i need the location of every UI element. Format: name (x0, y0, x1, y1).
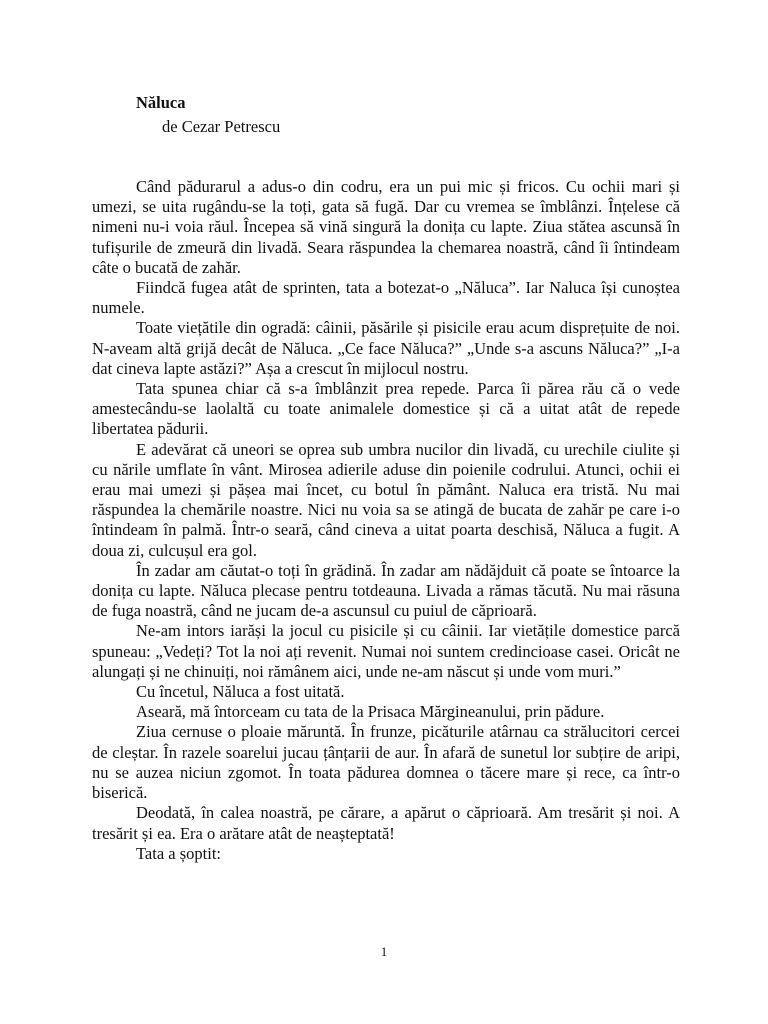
paragraph: Fiindcă fugea atât de sprinten, tata a botezat-o „Năluca”. Iar Naluca își cunoștea numele. (92, 278, 680, 318)
story-body (92, 177, 680, 864)
story-author: de Cezar Petrescu (162, 117, 281, 136)
paragraph: Cu încetul, Năluca a fost uitată. (136, 682, 345, 702)
story-title: Năluca (136, 93, 186, 112)
paragraph: Tata a șoptit: (136, 843, 221, 863)
paragraph: E adevărat că uneori se oprea sub umbra nucilor din livadă, cu urechile ciulite și cu nările umflate în vânt. Mirosea adierile aduse din poienile codrului. Atunci, ochii ei erau mai umezi și pășea mai încet, cu botul în pământ. Naluca era tristă. Nu mai răspundea la chemările noastre. Nici nu voia sa se atingă de bucata de zahăr pe care i-o întindeam în palmă. Într-o seară, când cineva a uitat poarta deschisă, Năluca a fugit. A doua zi, culcușul era gol. (92, 439, 680, 560)
paragraph: În zadar am căutat-o toți în grădină. În zadar am nădăjduit că poate se întoarce la donița cu lapte. Năluca plecase pentru totdeauna. Livada a rămas tăcută. Nu mai răsuna de fuga noastră, când ne jucam de-a ascunsul cu puiul de căprioară. (92, 560, 680, 621)
paragraph: Tata spunea chiar că s-a îmblânzit prea repede. Parca îi părea rău că o vede amestecându-se laolaltă cu toate animalele domestice și că a uitat atât de repede libertatea pădurii. (92, 379, 680, 439)
paragraph: Aseară, mă întorceam cu tata de la Prisaca Mărgineanului, prin pădure. (136, 702, 605, 722)
paragraph: Deodată, în calea noastră, pe cărare, a apărut o căprioară. Am tresărit și noi. A tresărit și ea. Era o arătare atât de neașteptată! (92, 803, 680, 843)
paragraph: Ziua cernuse o ploaie măruntă. În frunze, picăturile atârnau ca strălucitori cercei de cleștar. În razele soarelui jucau țânțarii de aur. În afară de sunetul lor subțire de aripi, nu se auzea niciun zgomot. În toata pădurea domnea o tăcere mare și rece, ca într-o biserică. (92, 722, 680, 803)
page-number: 1 (380, 944, 388, 959)
paragraph: Ne-am intors iarăși la jocul cu pisicile și cu câinii. Iar vietățile domestice parcă spuneau: „Vedeți? Tot la noi ați revenit. Numai noi suntem credincioase casei. Oricât ne alungați și ne chinuiți, noi rămânem aici, unde ne-am născut și unde vom muri.” (92, 621, 680, 681)
paragraph: Când pădurarul a adus-o din codru, era un pui mic și fricos. Cu ochii mari și umezi, se uita rugându-se la toți, gata să fugă. Dar cu vremea se îmblânzi. Înțelese că nimeni nu-i voia răul. Începea să vină singură la donița cu lapte. Ziua stătea ascunsă în tufișurile de zmeură din livadă. Seara răspundea la chemarea noastră, când îi întindeam câte o bucată de zahăr. (92, 177, 680, 277)
paragraph: Toate viețătile din ogradă: câinii, păsările și pisicile erau acum disprețuite de noi. N-aveam altă grijă decât de Năluca. „Ce face Năluca?” „Unde s-a ascuns Năluca?” „I-a dat cineva lapte astăzi?” Așa a crescut în mijlocul nostru. (92, 318, 680, 378)
